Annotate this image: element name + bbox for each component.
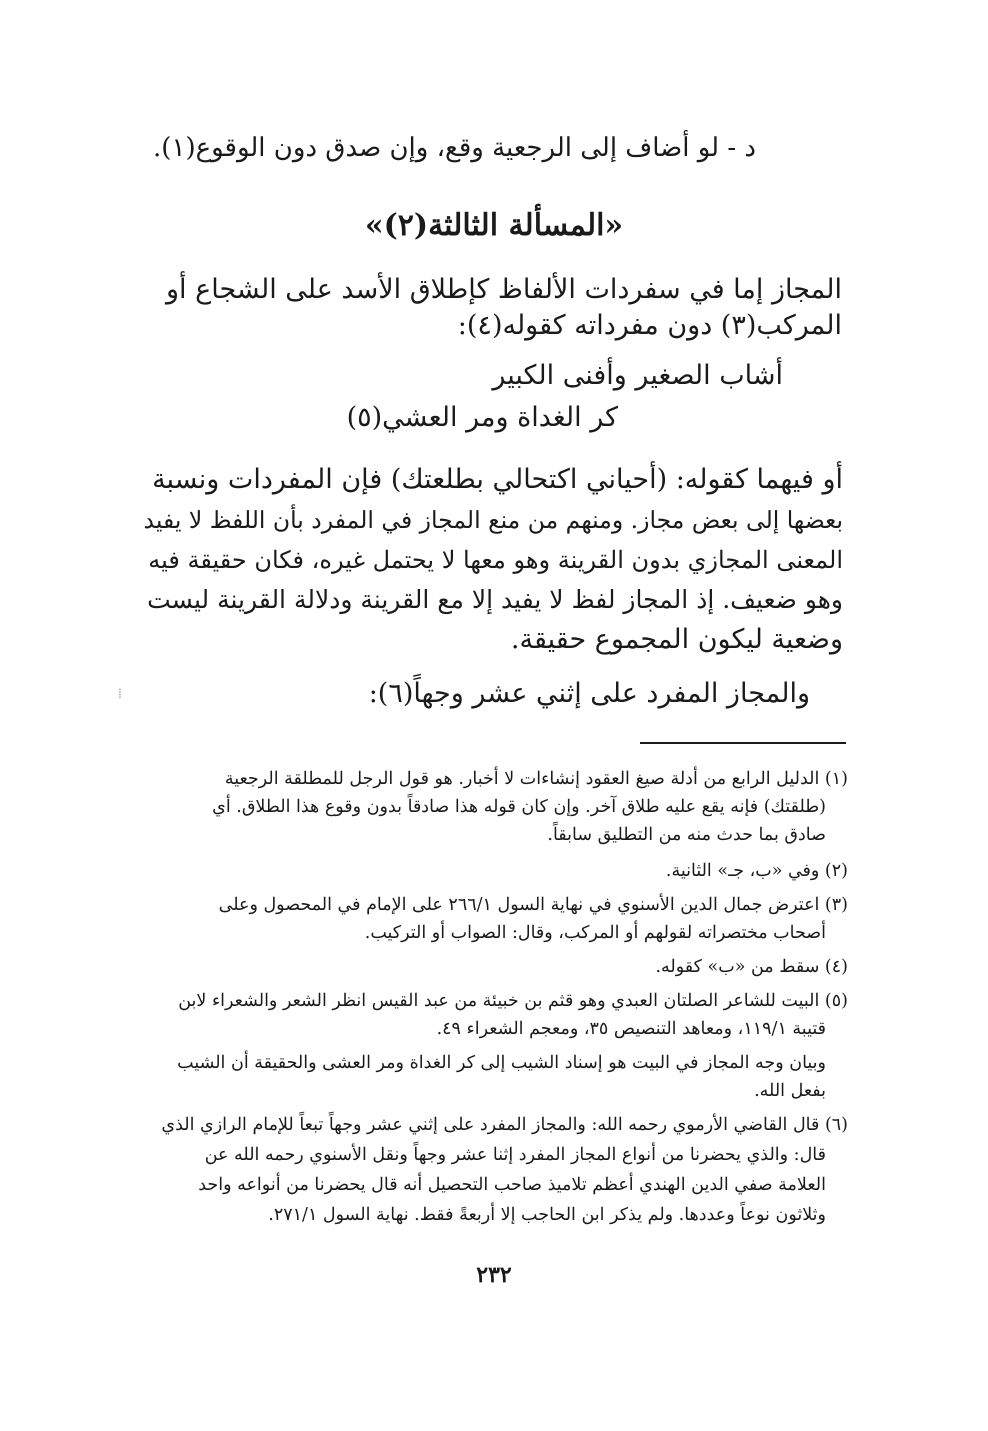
footnote-3-line-2: أصحاب مختصراته لقولهم أو المركب، وقال: الصواب أو التركيب. xyxy=(364,923,826,943)
paragraph-1-line-1: المجاز إما في سفردات الألفاظ كإطلاق الأسد على الشجاع أو xyxy=(166,274,842,305)
footnote-5-line-2: قتيبة ١١٩/١، ومعاهد التنصيص ٣٥، ومعجم الشعراء ٤٩. xyxy=(436,1019,826,1039)
footnote-4-line-1: (٤) سقط من «ب» كقوله. xyxy=(655,957,848,977)
paragraph-2-line-5: وضعية ليكون المجموع حقيقة. xyxy=(510,624,843,655)
footnote-6-line-1: (٦) قال القاضي الأرموي رحمه الله: والمجاز المفرد على إثني عشر وجهاً تبعاً للإمام الرازي الذي xyxy=(161,1115,848,1135)
footnote-5-line-4: بفعل الله. xyxy=(754,1081,826,1101)
footnote-1-line-2: (طلقتك) فإنه يقع عليه طلاق آخر. وإن كان قوله هذا صادقاً بدون وقوع هذا الطلاق. أي xyxy=(212,797,826,817)
footnote-5-line-1: (٥) البيت للشاعر الصلتان العبدي وهو قثم بن خبيئة من عبد القيس انظر الشعر والشعراء لابن xyxy=(178,991,848,1011)
footnote-2-line-1: (٢) وفي «ب، جـ» الثانية. xyxy=(665,861,848,881)
verse-line-1: أشاب الصغير وأفنى الكبير xyxy=(492,360,783,391)
footnote-5-line-3: وبيان وجه المجاز في البيت هو إسناد الشيب إلى كر الغداة ومر العشى والحقيقة أن الشيب xyxy=(177,1053,826,1073)
paragraph-2-line-3: المعنى المجازي بدون القرينة وهو معها لا يحتمل غيره، فكان حقيقة فيه xyxy=(148,546,843,574)
scan-speck: ⁞ xyxy=(118,686,122,702)
footnote-6-line-2: قال: والذي يحضرنا من أنواع المجاز المفرد إثنا عشر وجهاً ونقل الأسنوي رحمه الله عن xyxy=(204,1145,826,1165)
footnote-3-line-1: (٣) اعترض جمال الدين الأسنوي في نهاية السول ٢٦٦/١ على الإمام في المحصول وعلى xyxy=(218,895,848,915)
footnote-divider xyxy=(640,742,846,744)
paragraph-2-line-2: بعضها إلى بعض مجاز. ومنهم من منع المجاز في المفرد بأن اللفظ لا يفيد xyxy=(143,506,843,534)
page-number: ٢٣٢ xyxy=(476,1262,512,1288)
footnote-1-line-3: صادق بما حدث منه من التطليق سابقاً. xyxy=(547,825,826,845)
text-line-conclusion-d: د - لو أضاف إلى الرجعية وقع، وإن صدق دون الوقوع(١). xyxy=(153,133,756,163)
footnote-6-line-3: العلامة صفي الدين الهندي أعظم تلاميذ صاحب التحصيل أنه قال يحضرنا من أنواعه واحد xyxy=(198,1175,826,1195)
paragraph-3-line-1: والمجاز المفرد على إثني عشر وجهاً(٦): xyxy=(368,678,810,709)
paragraph-1-line-2: المركب(٣) دون مفرداته كقوله(٤): xyxy=(457,310,842,341)
verse-line-2: كر الغداة ومر العشي(٥) xyxy=(346,402,618,433)
section-heading: «المسألة الثالثة(٢)» xyxy=(364,208,624,243)
paragraph-2-line-1: أو فيهما كقوله: (أحياني اكتحالي بطلعتك) فإن المفردات ونسبة xyxy=(152,464,843,495)
footnote-6-line-4: وثلاثون نوعاً وعددها. ولم يذكر ابن الحاجب إلا أربعةً فقط. نهاية السول ٢٧١/١. xyxy=(268,1205,826,1225)
footnote-1-line-1: (١) الدليل الرابع من أدلة صيغ العقود إنشاءات لا أخبار. هو قول الرجل للمطلقة الرجعية xyxy=(224,769,848,789)
paragraph-2-line-4: وهو ضعيف. إذ المجاز لفظ لا يفيد إلا مع القرينة ودلالة القرينة ليست xyxy=(147,585,843,614)
